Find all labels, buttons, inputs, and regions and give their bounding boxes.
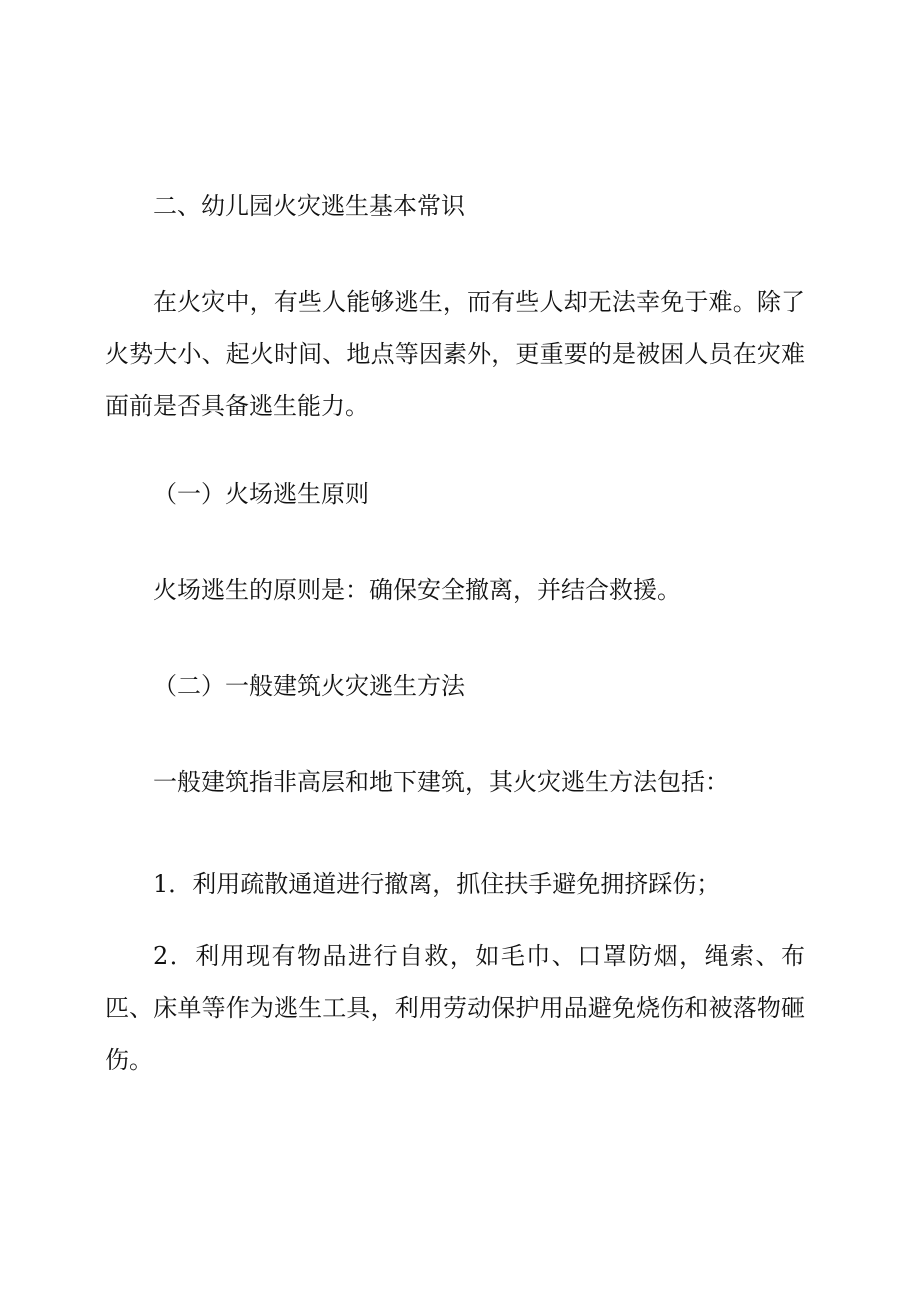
subsection-1-heading: （一）火场逃生原则 xyxy=(153,480,369,508)
subsection-1-text: 火场逃生的原则是：确保安全撤离，并结合救援。 xyxy=(153,576,681,604)
intro-paragraph: 在火灾中，有些人能够逃生，而有些人却无法幸免于难。除了火势大小、起火时间、地点等因素外，更重要的是被困人员在灾难面前是否具备逃生能力。 xyxy=(105,288,805,420)
subsection-2-text: 一般建筑指非高层和地下建筑，其火灾逃生方法包括： xyxy=(153,768,729,796)
list-item: 2．利用现有物品进行自救，如毛巾、口罩防烟，绳索、布匹、床单等作为逃生工具，利用劳动保护用品避免烧伤和被落物砸伤。 xyxy=(105,942,805,1074)
section-heading: 二、幼儿园火灾逃生基本常识 xyxy=(153,192,465,220)
subsection-2-heading: （二）一般建筑火灾逃生方法 xyxy=(153,672,465,700)
list-item: 1．利用疏散通道进行撤离，抓住扶手避免拥挤踩伤； xyxy=(153,870,721,898)
